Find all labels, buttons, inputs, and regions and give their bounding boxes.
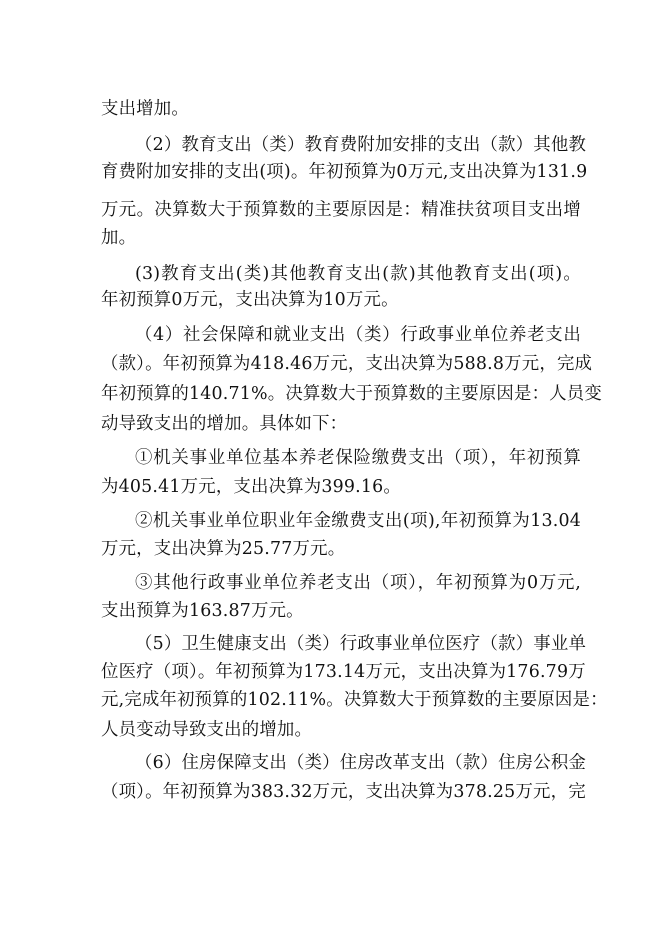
text-line: 育费附加安排的支出(项)。年初预算为0万元,支出决算为131.9 xyxy=(101,162,588,182)
list-item-1: ①机关事业单位基本养老保险缴费支出（项），年初预算 xyxy=(135,448,581,468)
paragraph-4-heading: （4）社会保障和就业支出（类）行政事业单位养老支出 xyxy=(135,325,581,345)
list-item-3: ③其他行政事业单位养老支出（项），年初预算为0万元, xyxy=(135,573,581,593)
paragraph-3-heading: (3)教育支出(类)其他教育支出(款)其他教育支出(项)。 xyxy=(135,264,581,284)
paragraph-2-heading: （2）教育支出（类）教育费附加安排的支出（款）其他教 xyxy=(135,135,587,155)
text-line: 支出增加。 xyxy=(101,99,189,119)
text-line: 人员变动导致支出的增加。 xyxy=(101,720,313,740)
text-line: 动导致支出的增加。具体如下： xyxy=(101,414,348,434)
text-line: 为405.41万元，支出决算为399.16。 xyxy=(101,477,402,497)
text-line: 年初预算的140.71%。决算数大于预算数的主要原因是：人员变 xyxy=(101,384,602,404)
text-line: 加。 xyxy=(101,228,137,248)
text-line: 支出预算为163.87万元。 xyxy=(101,601,304,621)
text-line: 万元，支出决算为25.77万元。 xyxy=(101,539,346,559)
text-line: 位医疗（项）。年初预算为173.14万元，支出决算为176.79万 xyxy=(101,662,586,682)
paragraph-5-heading: （5）卫生健康支出（类）行政事业单位医疗（款）事业单 xyxy=(135,634,587,654)
text-line: 年初预算0万元，支出决算为10万元。 xyxy=(101,290,399,310)
text-line: （项）。年初预算为383.32万元，支出决算为378.25万元，完 xyxy=(101,782,586,802)
paragraph-6-heading: （6）住房保障支出（类）住房改革支出（款）住房公积金 xyxy=(135,753,587,773)
text-line: 元,完成年初预算的102.11%。决算数大于预算数的主要原因是： xyxy=(101,690,608,710)
text-line: 万元。决算数大于预算数的主要原因是：精准扶贫项目支出增 xyxy=(101,200,581,220)
text-line: （款）。年初预算为418.46万元，支出决算为588.8万元，完成 xyxy=(101,354,593,374)
list-item-2: ②机关事业单位职业年金缴费支出(项),年初预算为13.04 xyxy=(135,511,581,531)
